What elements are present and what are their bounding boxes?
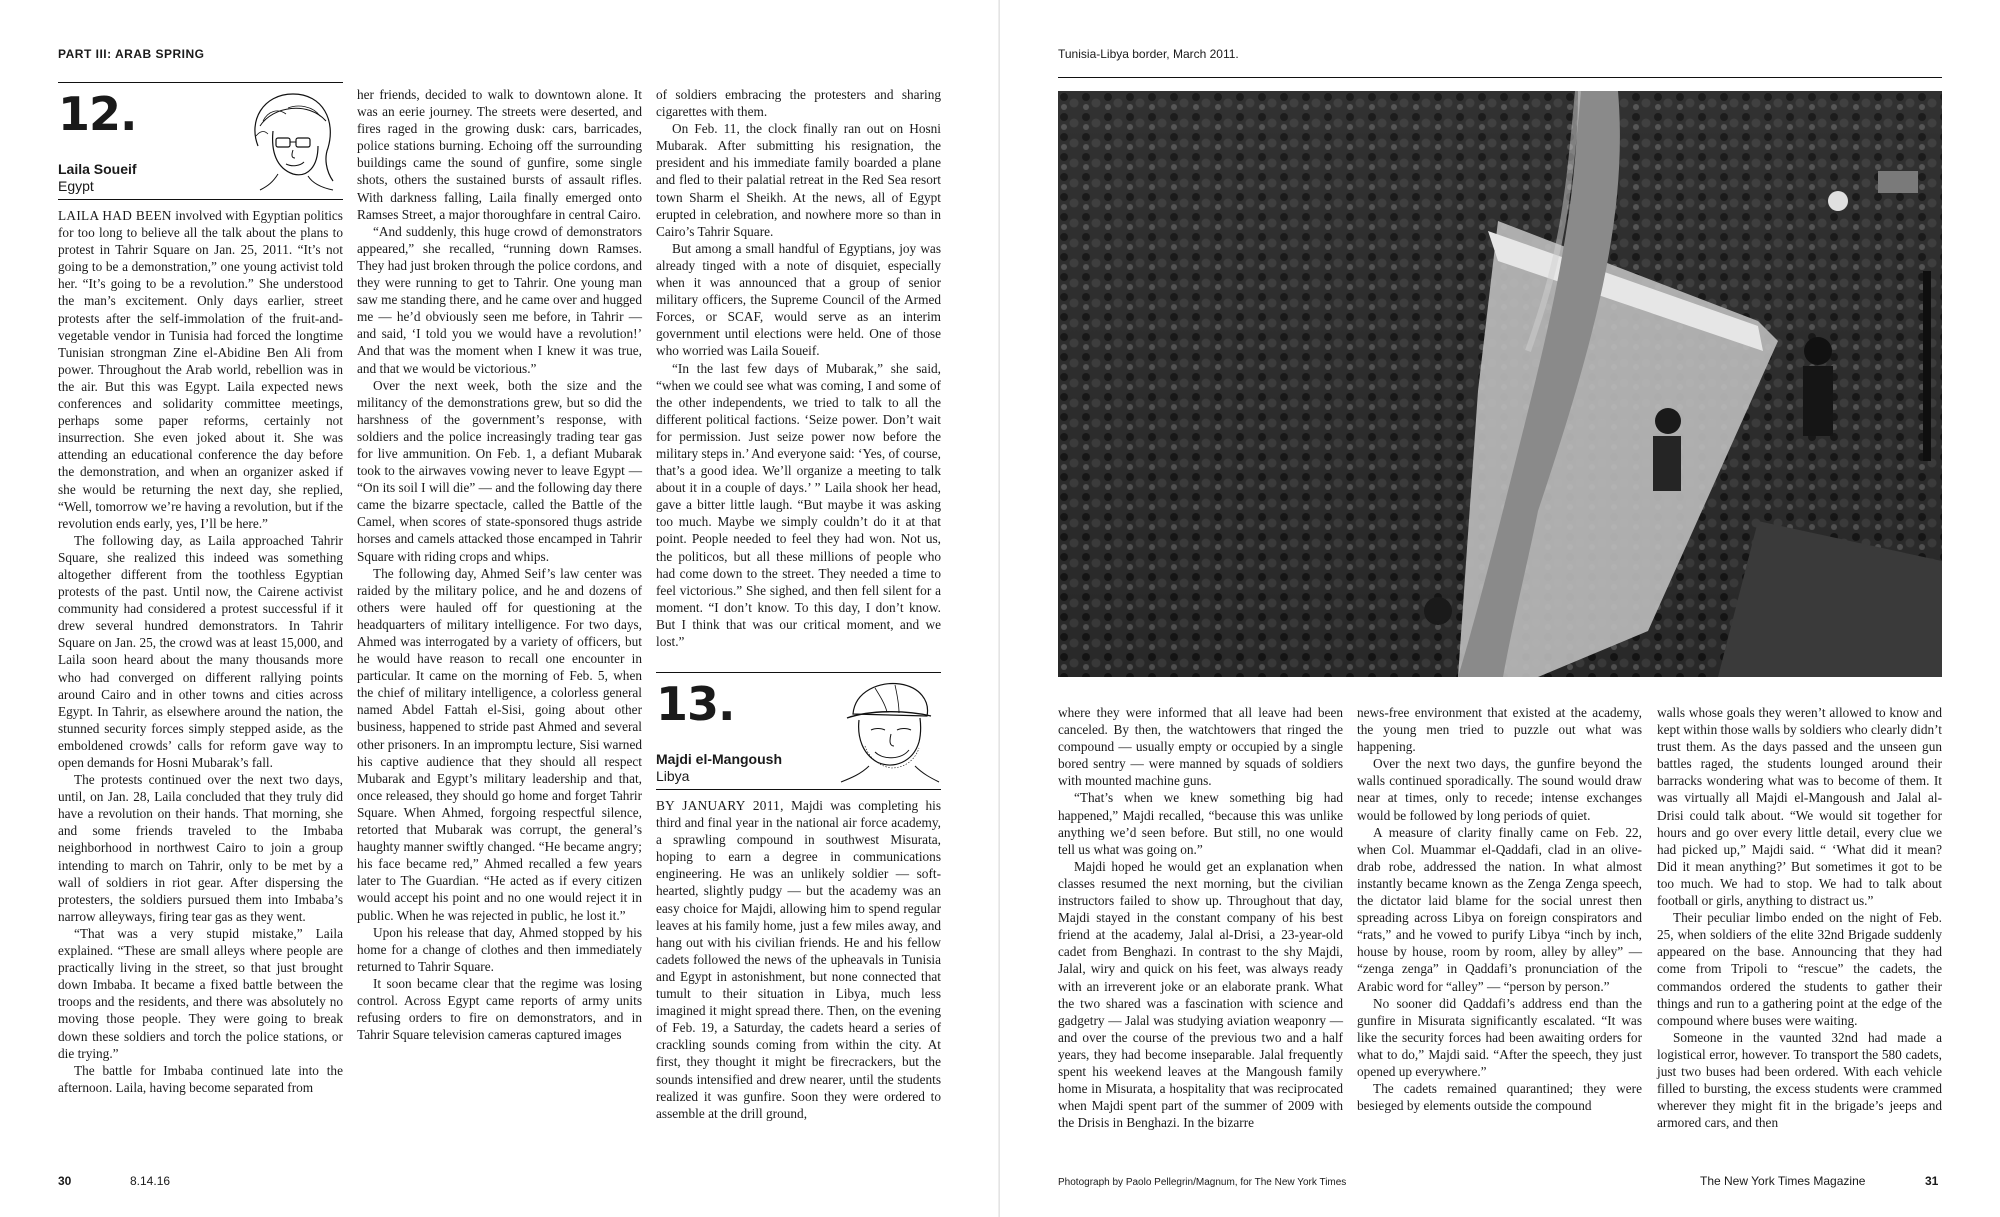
paragraph: Their peculiar limbo ended on the night of Feb. 25, when soldiers of the elite 32nd Brigade suddenly appeared on the base. Announcing that they had come from Tripoli to “rescue” the cadets, the commandos ordered the students to gather their things and run to a gathering point at the edge of the compound where buses were waiting. <box>1657 910 1942 1028</box>
right-column-2 <box>1357 704 1642 1114</box>
paragraph: The cadets remained quarantined; they were besieged by elements outside the compound <box>1357 1081 1642 1114</box>
profile13-bottom-rule <box>656 789 941 790</box>
paragraph: Someone in the vaunted 32nd had made a logistical error, however. To transport the 580 cadets, just two buses had been ordered. With each vehicle filled to bursting, the excess students were crammed wherever they might fit in the brigade’s jeeps and armored cars, and then <box>1657 1029 1942 1131</box>
section-label: PART III: ARAB SPRING <box>58 47 205 61</box>
right-page-number: 31 <box>1925 1174 1939 1188</box>
paragraph: The protests continued over the next two days, until, on Jan. 28, Laila concluded that they truly did have a revolution on their hands. That morning, she and some friends traveled to the Imbaba neighborhood in northwest Cairo to join a group intending to march on Tahrir, only to be met by a wall of soldiers in riot gear. After dispersing the protesters, the soldiers pursued them into Imbaba’s narrow alleyways, firing tear gas as they went. <box>58 772 343 924</box>
profile12-name: Laila Soueif <box>58 161 137 177</box>
issue-date: 8.14.16 <box>130 1174 171 1188</box>
left-page-number: 30 <box>58 1174 72 1188</box>
paragraph: No sooner did Qaddafi’s address end than the gunfire in Misurata significantly escalated. “It was like the security forces had been awaiting orders for what to do,” Majdi said. “After the speech, they just opened up everywhere.” <box>1357 995 1642 1079</box>
right-column-3 <box>1657 704 1942 1131</box>
paragraph: “That was a very stupid mistake,” Laila explained. “These are small alleys where people are practically living in the street, so that just brought down Imbaba. It became a fixed battle between the troops and the residents, and there was absolutely no moving those people. They were going to break down these soldiers and torch the police stations, or die trying.” <box>58 925 343 1061</box>
paragraph: where they were informed that all leave had been canceled. By then, the watchtowers that ringed the compound — usually empty or occupied by a single bored sentry — were manned by squads of soldiers with mounted machine guns. <box>1058 705 1343 789</box>
paragraph: LAILA HAD BEEN involved with Egyptian politics for too long to believe all the talk about the plans to protest in Tahrir Square on Jan. 25, 2011. “It’s not going to be a demonstration,” one young activist told her. “It’s going to be a revolution.” She understood the man’s excitement. Only days earlier, street protests after the self-immolation of the fruit-and-vegetable vendor in Tunisia had forced the longtime Tunisian strongman Zine el-Abidine Ben Ali from power. Throughout the Arab world, rebellion was in the air. But this was Egypt. Laila expected news conferences and solidarity committee meetings, perhaps some paper reforms, certainly not insurrection. She even joked about it. She was attending an educational conference the day before the demonstration, and when an organizer asked if she would be returning the next day, she replied, “Well, tomorrow we’re having a revolution, but if the revolution ends early, yes, I’ll be here.” <box>58 208 343 531</box>
majdi-el-mangoush-portrait-illustration <box>835 676 941 786</box>
profile13-number: 13. <box>656 677 735 731</box>
paragraph: Over the next two days, the gunfire beyond the walls continued sporadically. The sound would draw near at times, only to recede; intense exchanges would be followed by long periods of quiet. <box>1357 756 1642 823</box>
left-column-1 <box>58 207 343 1096</box>
profile12-bottom-rule <box>58 199 343 200</box>
crowd-photo-illustration <box>1058 91 1942 677</box>
paragraph: “And suddenly, this huge crowd of demonstrators appeared,” she recalled, “running down Ramses. They had just broken through the police cordons, and they were running to get to Tahrir. One young man saw me standing there, and he came over and hugged me — he’d obviously seen me before, in Tahrir — and said, ‘I told you we would have a revolution!’ And that was the moment when I knew it was true, and that we would be victorious.” <box>357 223 642 376</box>
magazine-name: The New York Times Magazine <box>1700 1174 1866 1188</box>
paragraph: “In the last few days of Mubarak,” she said, “when we could see what was coming, I and some of the other independents, we tried to talk to all the different political factions. ‘Seize power. Don’t wait for permission. Just seize power now before the military steps in.’ And everyone said: ‘Yes, of course, that’s a good idea. We’ll organize a meeting to talk about it in a couple of days.’ ” Laila shook her head, gave a bitter little laugh. “But maybe it was asking too much. Maybe we simply couldn’t do it at that point. People needed to feel they had won. Not us, the politicos, but all these millions of people who had come down to the street. They needed a time to feel victorious.” She sighed, and then fell silent for a moment. “I don’t know. To this day, I don’t know. But I think that was our critical moment, and we lost.” <box>656 360 941 649</box>
paragraph: Over the next week, both the size and the militancy of the demonstrations grew, but so did the harshness of the government’s response, with soldiers and the police increasingly trading tear gas for live ammunition. On Feb. 1, a defiant Mubarak took to the airwaves vowing never to leave Egypt — “On its soil I will die” — and the following day there came the bizarre spectacle, called the Battle of the Camel, when scores of state-sponsored thugs astride horses and camels attacked those encamped in Tahrir Square with riding crops and whips. <box>357 377 642 564</box>
paragraph: It soon became clear that the regime was losing control. Across Egypt came reports of army units refusing orders to fire on demonstrators, and in Tahrir Square television cameras captured images <box>357 975 642 1043</box>
lead-in: LAILA HAD BEEN <box>58 208 172 223</box>
paragraph: of soldiers embracing the protesters and sharing cigarettes with them. <box>656 87 941 120</box>
right-column-1 <box>1058 704 1343 1131</box>
profile12-country: Egypt <box>58 178 94 194</box>
left-column-2 <box>357 86 642 1043</box>
paragraph: walls whose goals they weren’t allowed to know and kept within those walls by soldiers who clearly didn’t trust them. As the days passed and the unseen gun battles raged, the students lounged around their barracks wondering what was to become of them. It was virtually all Majdi el-Mangoush and Jalal al-Drisi could talk about. “We would sit together for hours and go over every little detail, every clue we had picked up,” Majdi said. “ ‘What did it mean? Did it mean anything?’ But sometimes it got to be too much. We had to stop. We had to talk about football or girls, anything to distract us.” <box>1657 705 1942 909</box>
paragraph: A measure of clarity finally came on Feb. 22, when Col. Muammar el-Qaddafi, clad in an olive-drab robe, addressed the nation. In what almost instantly became known as the Zenga Zenga speech, the dictator laid blame for the social unrest then spreading across Libya on foreign conspirators and “rats,” and he vowed to purify Libya “inch by inch, house by house, room by room, alley by alley” — “zenga zenga” in Qaddafi’s pronunciation of the Arabic word for “alley” — “person by person.” <box>1357 824 1642 994</box>
crowd-photo <box>1058 91 1942 677</box>
left-column-3 <box>656 86 941 650</box>
paragraph: On Feb. 11, the clock finally ran out on Hosni Mubarak. After submitting his resignation, the president and his immediate family boarded a plane and fled to their palatial retreat in the Red Sea resort town Sharm el Sheikh. At the news, all of Egypt erupted in celebration, and nowhere more so than in Cairo’s Tahrir Square. <box>656 121 941 239</box>
profile13-name: Majdi el-Mangoush <box>656 751 782 767</box>
profile13-country: Libya <box>656 768 690 784</box>
paragraph: her friends, decided to walk to downtown alone. It was an eerie journey. The streets were deserted, and fires raged in the growing dusk: cars, barricades, police stations burning. Echoing off the surrounding buildings came the sound of gunfire, some single shots, others the sustained bursts of assault rifles. With darkness falling, Laila finally emerged onto Ramses Street, a major thoroughfare in central Cairo. <box>357 87 642 222</box>
left-column-3-continued <box>656 797 941 1122</box>
paragraph: But among a small handful of Egyptians, joy was already tinged with a note of disquiet, especially when it was announced that a group of senior military officers, the Supreme Council of the Armed Forces, or SCAF, would serve as an interim government until elections were held. One of those who worried was Laila Soueif. <box>656 240 941 359</box>
paragraph: Upon his release that day, Ahmed stopped by his home for a change of clothes and then immediately returned to Tahrir Square. <box>357 924 642 974</box>
profile12-number: 12. <box>58 87 137 141</box>
lead-in: BY JANUARY 2011, <box>656 798 784 813</box>
paragraph: BY JANUARY 2011, Majdi was completing his third and final year in the national air force academy, a sprawling compound in southwest Misurata, hoping to earn a degree in communications engineering. He was an unlikely soldier — soft-hearted, slightly pudgy — but the academy was an easy choice for Majdi, allowing him to spend regular leaves at his family home, just a few miles away, and hang out with his civilian friends. He and his fellow cadets followed the news of the upheavals in Tunisia and Egypt in astonishment, but none connected that tumult to their situation in Libya, much less imagined it might spread there. Then, on the evening of Feb. 19, a Saturday, the cadets heard a series of crackling sounds coming from within the city. At first, they thought it might be firecrackers, but the sounds intensified and drew nearer, until the students realized it was gunfire. Soon they were ordered to assemble at the drill ground, <box>656 798 941 1121</box>
photo-credit: Photograph by Paolo Pellegrin/Magnum, for The New York Times <box>1058 1177 1347 1188</box>
laila-soueif-portrait-illustration <box>238 86 343 196</box>
photo-top-rule <box>1058 77 1942 78</box>
paragraph: “That’s when we knew something big had happened,” Majdi recalled, “because this was unlike anything we’d seen before. But still, no one would tell us what was going on.” <box>1058 790 1343 857</box>
photo-caption: Tunisia-Libya border, March 2011. <box>1058 47 1239 61</box>
profile13-top-rule <box>656 672 941 673</box>
paragraph: Majdi hoped he would get an explanation when classes resumed the next morning, but the civilian instructors failed to show up. Throughout that day, Majdi stayed in the constant company of his best friend at the academy, Jalal al-Drisi, a 23-year-old cadet from Benghazi. In contrast to the shy Majdi, Jalal, wiry and quick on his feet, was always ready with an irreverent joke or an elaborate prank. What the two shared was a fascination with science and gadgetry — Jalal was studying aviation weaponry — and over the course of the previous two and a half years, they had become inseparable. Jalal frequently spent his weekend leaves at the Mangoush family home in Misurata, a hospitality that was reciprocated when Majdi spent part of the summer of 2009 with the Drisis in Benghazi. In the bizarre <box>1058 858 1343 1131</box>
paragraph: news-free environment that existed at the academy, the young men tried to puzzle out what was happening. <box>1357 705 1642 755</box>
profile12-top-rule <box>58 82 343 83</box>
paragraph: The battle for Imbaba continued late into the afternoon. Laila, having become separated from <box>58 1062 343 1095</box>
paragraph: The following day, Ahmed Seif’s law center was raided by the military police, and he and dozens of others were hauled off for questioning at the headquarters of military intelligence. For two days, Ahmed was interrogated by a variety of officers, but he would have reason to recall one encounter in particular. It came on the morning of Feb. 5, when the chief of military intelligence, a colorless general named Abdel Fattah el-Sisi, going about other business, happened to stride past Ahmed and several other prisoners. In an impromptu lecture, Sisi warned his captive audience that they should all respect Mubarak and Egypt’s military leadership and that, once released, they should go home and forget Tahrir Square. When Ahmed, forgoing respectful silence, retorted that Mubarak was corrupt, the general’s haughty manner swiftly changed. “He became angry; his face became red,” Ahmed recalled a few years later to The Guardian. “He acted as if every citizen would accept his point and no one would reject it in public. When he was rejected in public, he lost it.” <box>357 565 642 923</box>
paragraph: The following day, as Laila approached Tahrir Square, she realized this indeed was something altogether different from the toothless Egyptian protests of the past. Until now, the Cairene activist community had considered a protest successful if it drew several hundred demonstrators. In Tahrir Square on Jan. 25, the crowd was at least 15,000, and Laila soon heard about the many thousands more who had converged on different rallying points around Cairo and in other towns and cities across Egypt. In Tahrir, as elsewhere around the nation, the stunned security forces simply stepped aside, as the emboldened crowds’ calls for reform gave way to open demands for Hosni Mubarak’s fall. <box>58 532 343 770</box>
